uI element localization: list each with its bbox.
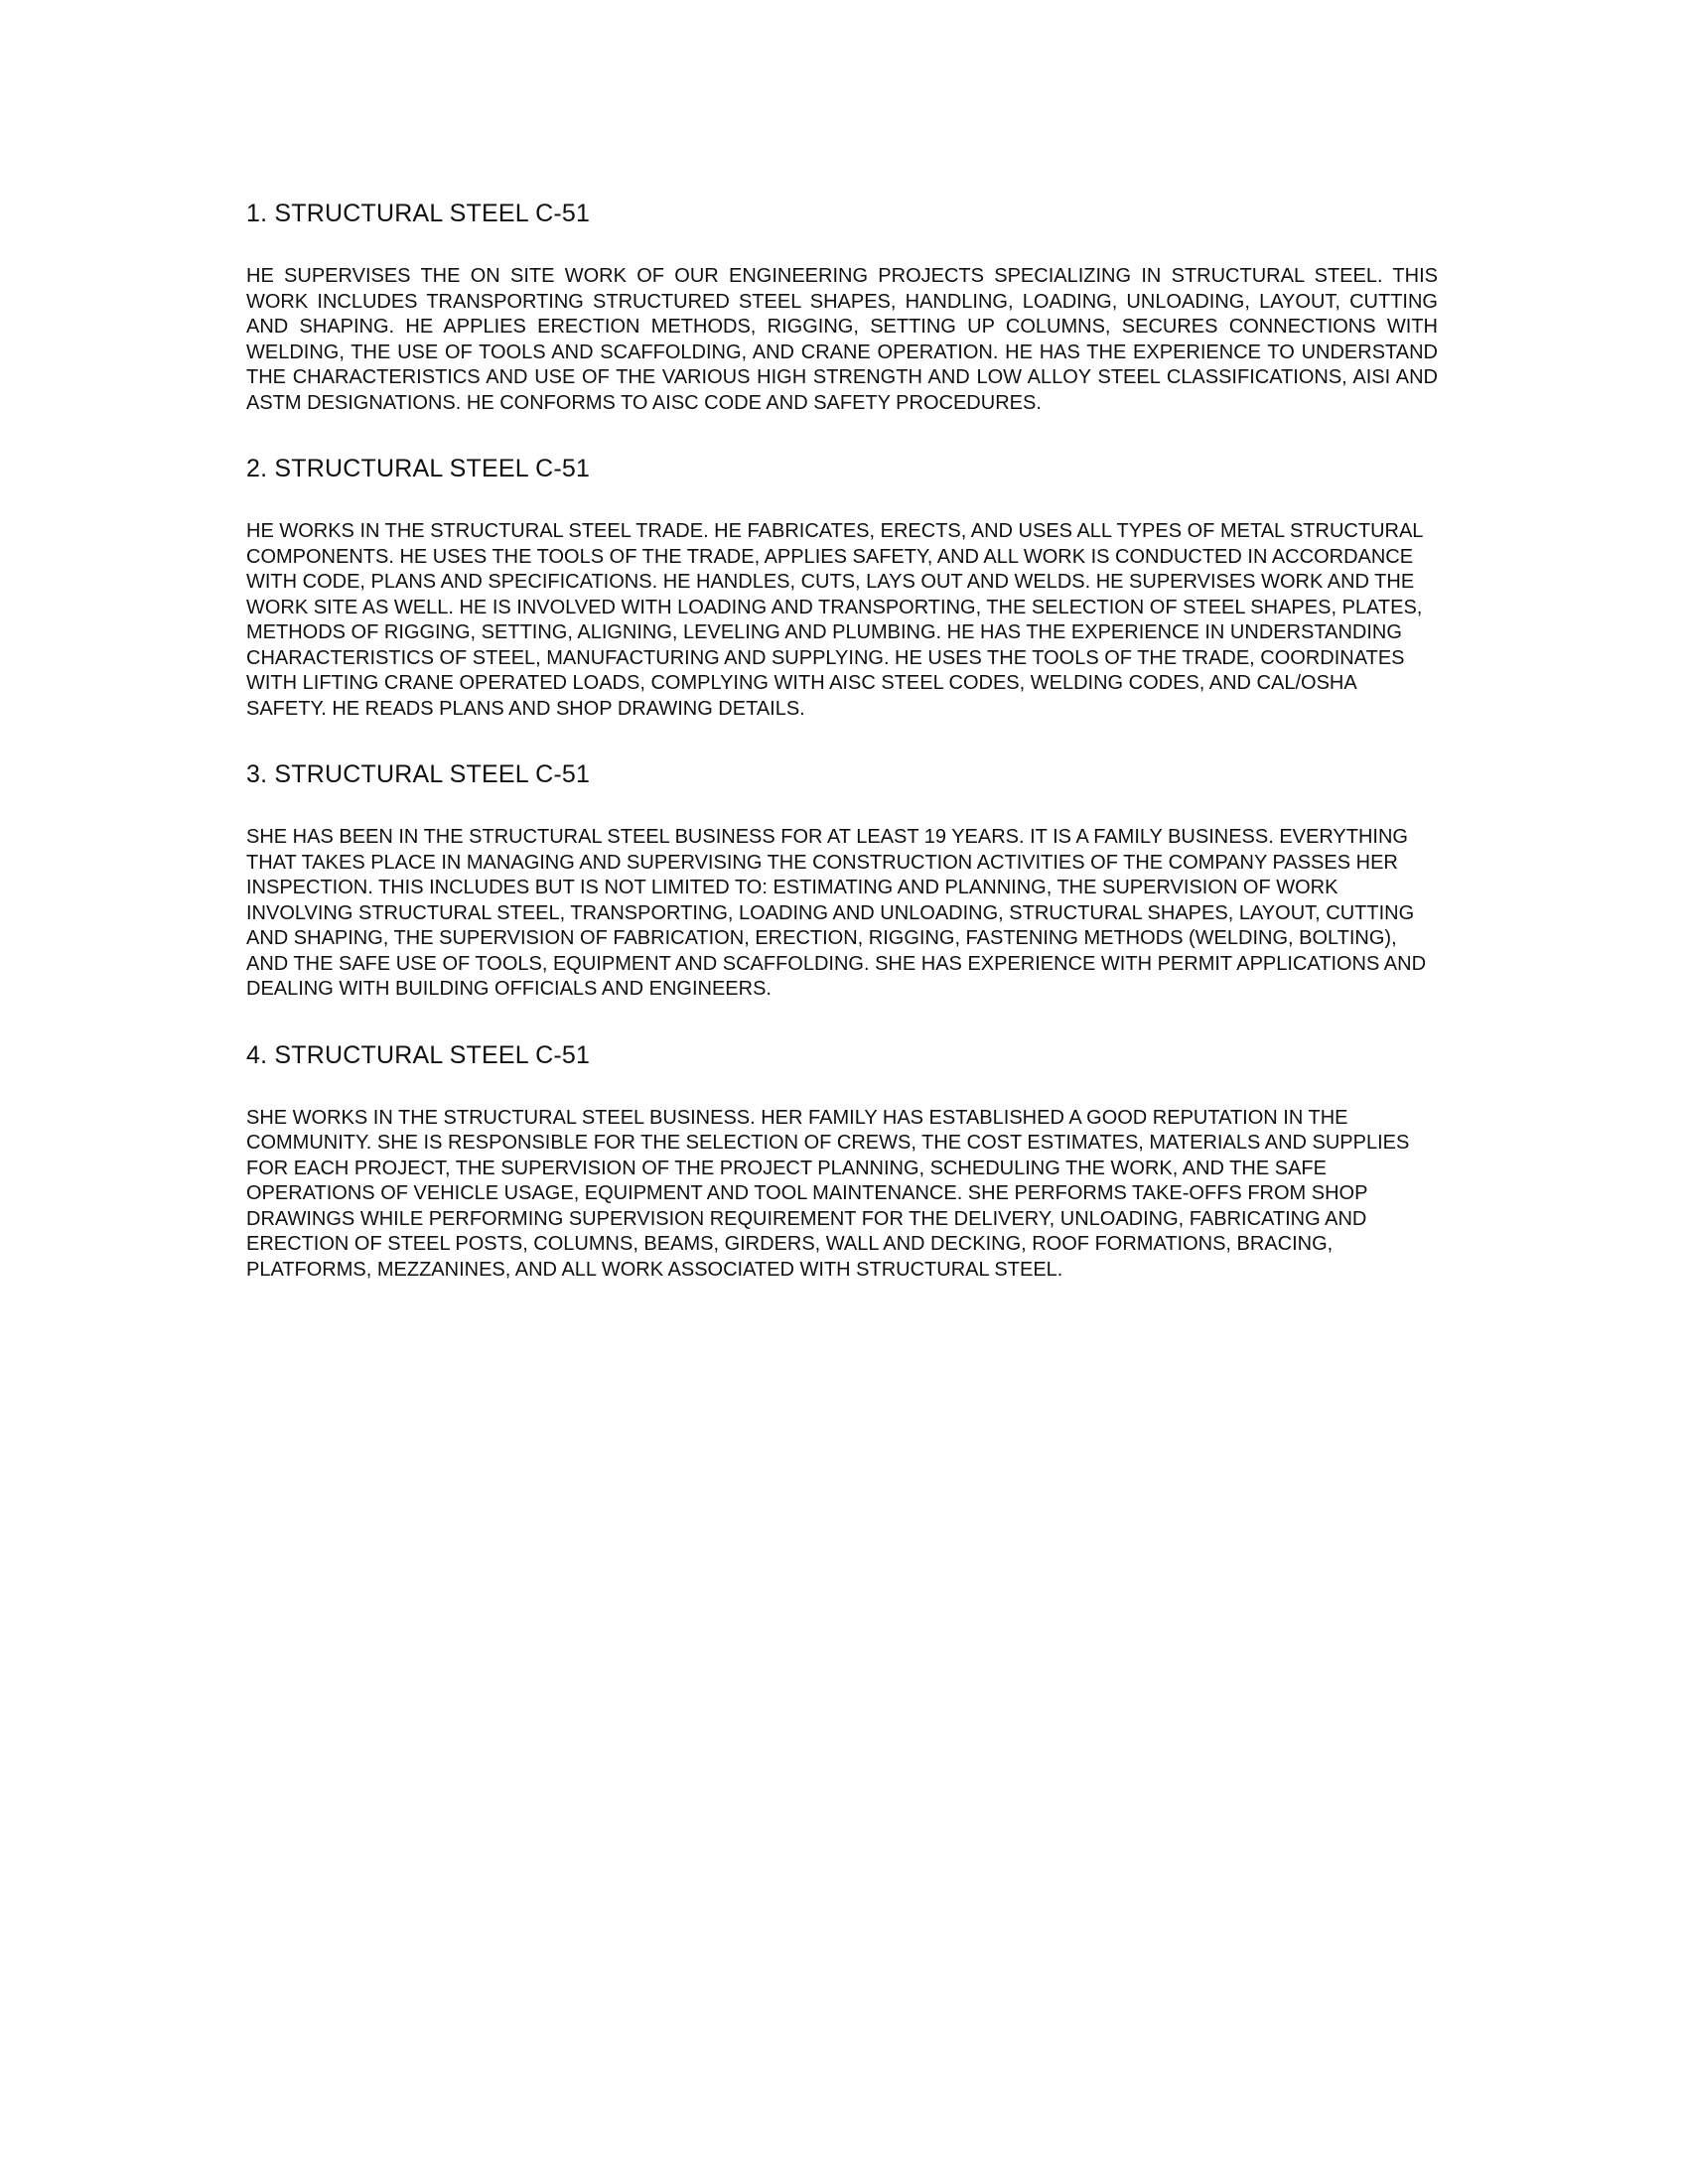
section-2 — [246, 454, 1438, 722]
section-heading: 1. STRUCTURAL STEEL C-51 — [246, 200, 591, 227]
section-heading: 3. STRUCTURAL STEEL C-51 — [246, 760, 591, 788]
section-1 — [246, 199, 1438, 416]
section-paragraph: SHE HAS BEEN IN THE STRUCTURAL STEEL BUSINESS FOR AT LEAST 19 YEARS. IT IS A FAMILY BUSINESS. EVERYTHING THAT TAKES PLACE IN MANAGING AND SUPERVISING THE CONSTRUCTION ACTIVITIES OF THE COMPANY PASSES HER INSPECTION. THIS INCLUDES BUT IS NOT LIMITED TO: ESTIMATING AND PLANNING, THE SUPERVISION OF WORK INVOLVING STRUCTURAL STEEL, TRANSPORTING, LOADING AND UNLOADING, STRUCTURAL SHAPES, LAYOUT, CUTTING AND SHAPING, THE SUPERVISION OF FABRICATION, ERECTION, RIGGING, FASTENING METHODS (WELDING, BOLTING), AND THE SAFE USE OF TOOLS, EQUIPMENT AND SCAFFOLDING. SHE HAS EXPERIENCE WITH PERMIT APPLICATIONS AND DEALING WITH BUILDING OFFICIALS AND ENGINEERS. — [246, 826, 1427, 1000]
section-3 — [246, 759, 1438, 1003]
section-heading: 2. STRUCTURAL STEEL C-51 — [246, 455, 591, 482]
document-page — [246, 199, 1438, 1320]
section-4 — [246, 1040, 1438, 1284]
section-paragraph: HE SUPERVISES THE ON SITE WORK OF OUR ENGINEERING PROJECTS SPECIALIZING IN STRUCTURAL STEEL. THIS WORK INCLUDES TRANSPORTING STRUCTURED STEEL SHAPES, HANDLING, LOADING, UNLOADING, LAYOUT, CUTTING AND SHAPING. HE APPLIES ERECTION METHODS, RIGGING, SETTING UP COLUMNS, SECURES CONNECTIONS WITH WELDING, THE USE OF TOOLS AND SCAFFOLDING, AND CRANE OPERATION. HE HAS THE EXPERIENCE TO UNDERSTAND THE CHARACTERISTICS AND USE OF THE VARIOUS HIGH STRENGTH AND LOW ALLOY STEEL CLASSIFICATIONS, AISI AND ASTM DESIGNATIONS. HE CONFORMS TO AISC CODE AND SAFETY PROCEDURES. — [246, 265, 1438, 414]
section-heading: 4. STRUCTURAL STEEL C-51 — [246, 1040, 591, 1069]
section-paragraph: HE WORKS IN THE STRUCTURAL STEEL TRADE. HE FABRICATES, ERECTS, AND USES ALL TYPES OF METAL STRUCTURAL COMPONENTS. HE USES THE TOOLS OF THE TRADE, APPLIES SAFETY, AND ALL WORK IS CONDUCTED IN ACCORDANCE WITH CODE, PLANS AND SPECIFICATIONS. HE HANDLES, CUTS, LAYS OUT AND WELDS. HE SUPERVISES WORK AND THE WORK SITE AS WELL. HE IS INVOLVED WITH LOADING AND TRANSPORTING, THE SELECTION OF STEEL SHAPES, PLATES, METHODS OF RIGGING, SETTING, ALIGNING, LEVELING AND PLUMBING. HE HAS THE EXPERIENCE IN UNDERSTANDING CHARACTERISTICS OF STEEL, MANUFACTURING AND SUPPLYING. HE USES THE TOOLS OF THE TRADE, COORDINATES WITH LIFTING CRANE OPERATED LOADS, COMPLYING WITH AISC STEEL CODES, WELDING CODES, AND CAL/OSHA SAFETY. HE READS PLANS AND SHOP DRAWING DETAILS. — [246, 520, 1423, 720]
section-paragraph: SHE WORKS IN THE STRUCTURAL STEEL BUSINESS. HER FAMILY HAS ESTABLISHED A GOOD REPUTATION IN THE COMMUNITY. SHE IS RESPONSIBLE FOR THE SELECTION OF CREWS, THE COST ESTIMATES, MATERIALS AND SUPPLIES FOR EACH PROJECT, THE SUPERVISION OF THE PROJECT PLANNING, SCHEDULING THE WORK, AND THE SAFE OPERATIONS OF VEHICLE USAGE, EQUIPMENT AND TOOL MAINTENANCE. SHE PERFORMS TAKE-OFFS FROM SHOP DRAWINGS WHILE PERFORMING SUPERVISION REQUIREMENT FOR THE DELIVERY, UNLOADING, FABRICATING AND ERECTION OF STEEL POSTS, COLUMNS, BEAMS, GIRDERS, WALL AND DECKING, ROOF FORMATIONS, BRACING, PLATFORMS, MEZZANINES, AND ALL WORK ASSOCIATED WITH STRUCTURAL STEEL. — [246, 1106, 1410, 1281]
